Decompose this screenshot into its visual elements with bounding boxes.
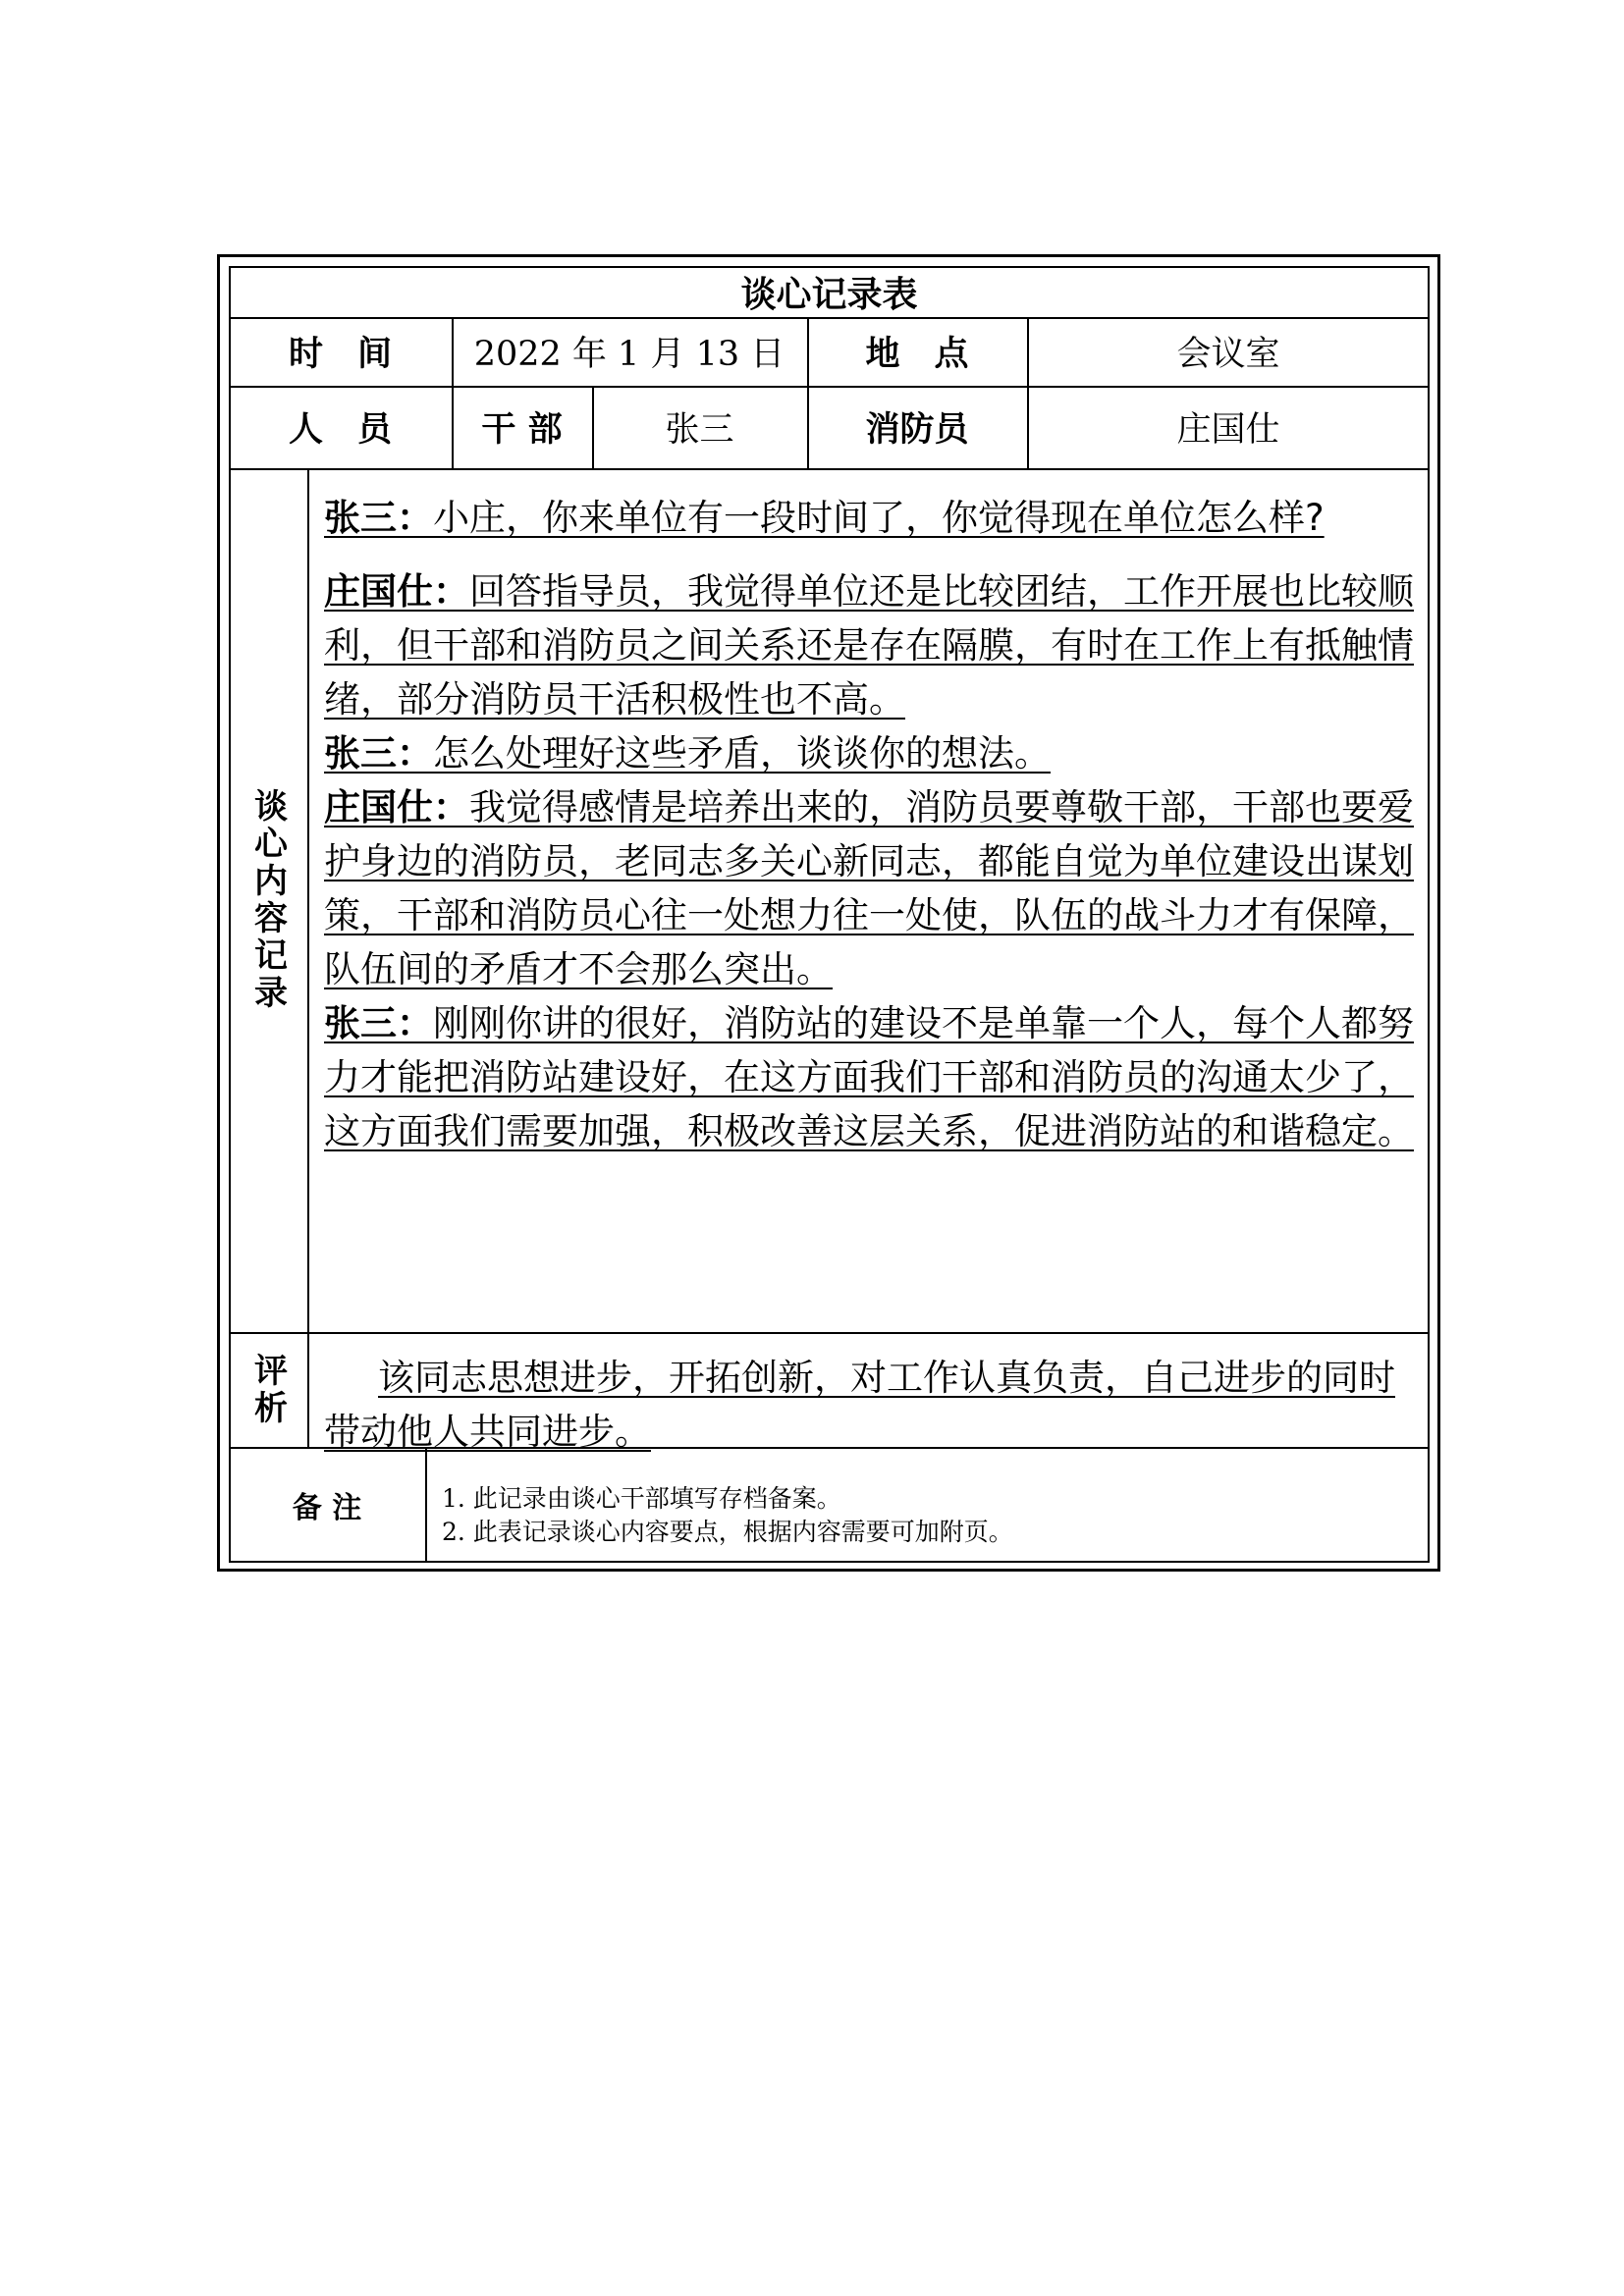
dialogue-entry — [324, 996, 1424, 1158]
speech-text: 回答指导员，我觉得单位还是比较团结，工作开展也比较顺利，但干部和消防员之间关系还是存在隔膜，有时在工作上有抵触情绪，部分消防员干活积极性也不高。 — [324, 570, 1414, 721]
speech-text: 怎么处理好这些矛盾，谈谈你的想法。 — [433, 732, 1051, 774]
cadre-label: 干 部 — [481, 410, 563, 450]
place-value: 会议室 — [1176, 335, 1280, 374]
dialogue-entry — [324, 564, 1424, 726]
speaker-name: 张三： — [324, 1002, 433, 1044]
speech-text: 我觉得感情是培养出来的，消防员要尊敬干部，干部也要爱护身边的消防员，老同志多关心新同志，都能自觉为单位建设出谋划策，干部和消防员心往一处想力往一处使，队伍的战斗力才有保障，队伍间的矛盾才不会那么突出。 — [324, 786, 1414, 990]
content-label: 谈心内容记录 — [247, 788, 288, 1012]
speech-text: 刚刚你讲的很好，消防站的建设不是单靠一个人，每个人都努力才能把消防站建设好，在这方面我们干部和消防员的沟通太少了，这方面我们需要加强，积极改善这层关系，促进消防站的和谐稳定。 — [324, 1002, 1414, 1152]
speaker-name: 张三： — [324, 732, 433, 774]
analysis-text: 该同志思想进步，开拓创新，对工作认真负责，自己进步的同时带动他人共同进步。 — [324, 1357, 1395, 1453]
remarks-label: 备 注 — [292, 1491, 362, 1525]
remark-item: 1. 此记录由谈心干部填写存档备案。 — [442, 1484, 841, 1513]
people-label: 人 员 — [288, 410, 392, 450]
remarks-list — [442, 1482, 1414, 1549]
time-value: 2022 年 1 月 13 日 — [473, 335, 785, 374]
rule-remarks — [425, 1447, 427, 1563]
speaker-name: 庄国仕： — [324, 786, 469, 828]
firefighter-value: 庄国仕 — [1176, 410, 1280, 450]
dialogue-entry — [324, 471, 1424, 564]
remark-item: 2. 此表记录谈心内容要点，根据内容需要可加附页。 — [442, 1518, 1013, 1546]
rule-people — [229, 468, 1430, 470]
dialogue-entry — [324, 780, 1424, 996]
cadre-value: 张三 — [665, 410, 734, 450]
rule-content — [229, 1332, 1430, 1334]
speech-text: 小庄，你来单位有一段时间了，你觉得现在单位怎么样? — [433, 497, 1325, 539]
time-label: 时 间 — [288, 335, 392, 374]
form-title: 谈心记录表 — [740, 274, 918, 315]
speaker-name: 庄国仕： — [324, 570, 469, 613]
place-label: 地 点 — [865, 335, 969, 374]
dialogue-entry — [324, 726, 1424, 780]
speaker-name: 张三： — [324, 497, 433, 539]
dialogue-content — [324, 491, 1424, 1158]
firefighter-label: 消防员 — [865, 410, 969, 450]
rule-side — [307, 468, 309, 1447]
analysis-label: 评析 — [247, 1352, 288, 1427]
